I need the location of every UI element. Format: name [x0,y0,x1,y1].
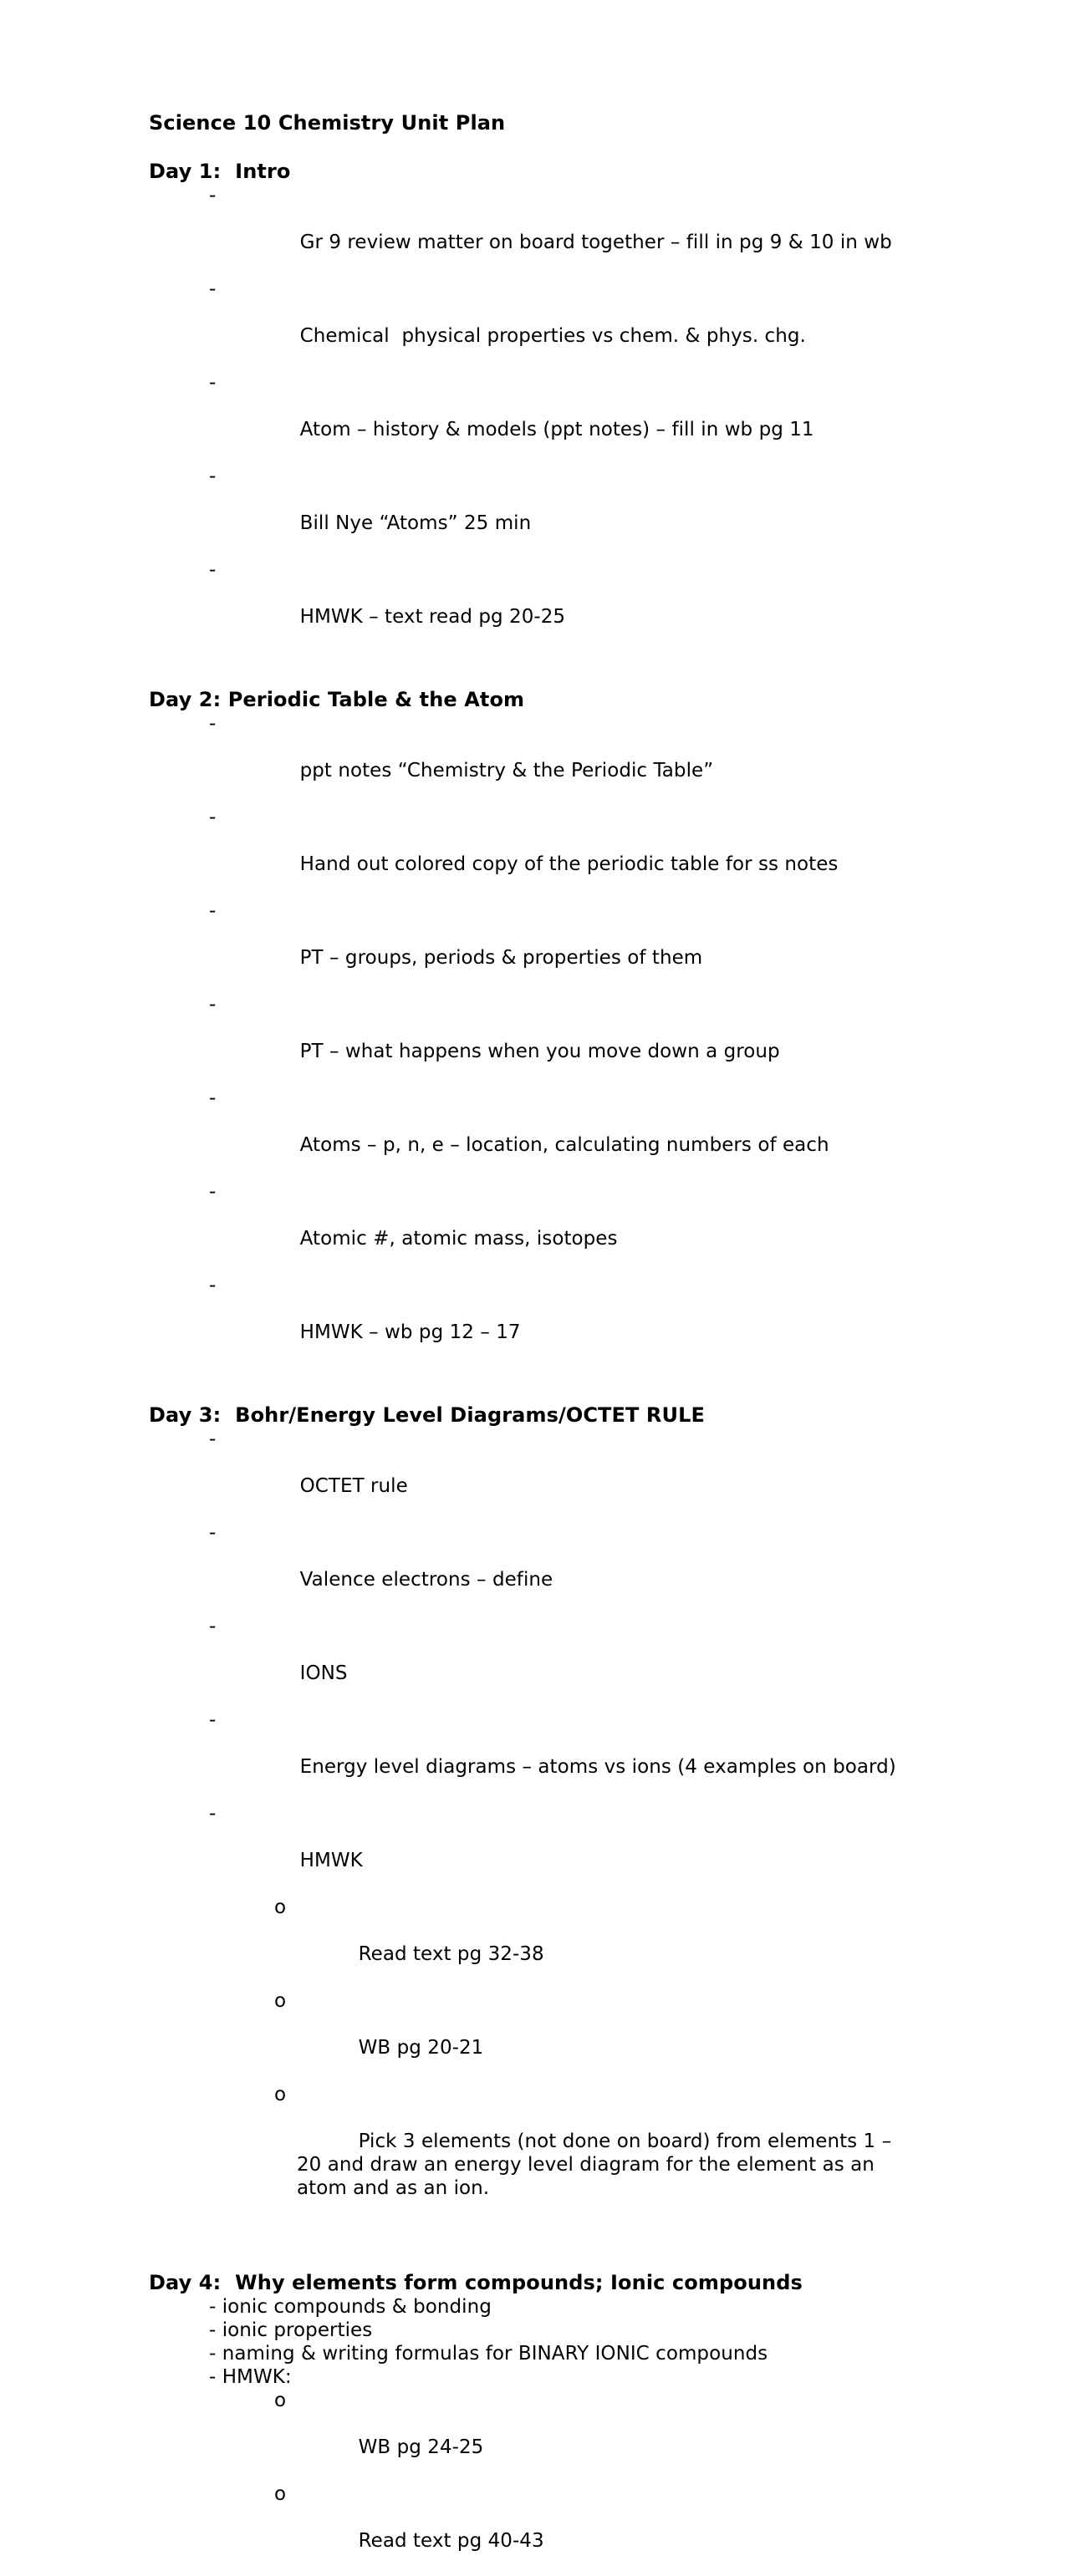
list-item: - ionic properties [209,2319,373,2341]
day-heading: Day 3: Bohr/Energy Level Diagrams/OCTET RULE [149,1403,705,1427]
spacer [149,675,918,687]
list-item-text: HMWK [299,1850,363,1871]
list-item [149,993,918,1087]
list-item-text: WB pg 20-21 [358,2037,484,2059]
day-4-sub-bullet-list [149,2389,918,2576]
day-section-3 [149,1403,918,2223]
list-item-text: Bill Nye “Atoms” 25 min [299,512,532,534]
spacer [149,2247,918,2270]
list-item [149,1989,918,2083]
dash-bullet-icon: - [209,1181,217,1203]
list-item-text: OCTET rule [299,1475,408,1497]
list-item [149,277,918,371]
day-4-bullet-list [149,2295,918,2389]
day-3-sub-bullet-list [149,1896,918,2223]
circle-bullet-icon: o [274,2084,287,2105]
list-item [149,1615,918,1708]
list-item-text: Energy level diagrams – atoms vs ions (4 examples on board) [299,1756,896,1778]
list-item-text: PT – what happens when you move down a group [299,1041,780,1062]
day-2-bullet-list [149,712,918,1367]
list-item-text: Read text pg 40-43 [358,2530,544,2552]
list-item [149,899,918,993]
spacer [149,1391,918,1403]
spacer [149,652,918,675]
list-item: - ionic compounds & bonding [209,2296,492,2318]
list-item [149,1180,918,1274]
circle-bullet-icon: o [274,1896,287,1918]
dash-bullet-icon: - [209,185,217,206]
spacer [149,135,918,159]
list-item-text: Read text pg 32-38 [358,1943,544,1965]
dash-bullet-icon: - [209,1522,217,1544]
list-item-text: Valence electrons – define [299,1569,553,1591]
list-item-text: Atom – history & models (ppt notes) – fill in wb pg 11 [299,419,814,440]
dash-bullet-icon: - [209,1616,217,1637]
document-body [149,110,918,2576]
list-item [149,806,918,899]
dash-bullet-icon: - [209,807,217,828]
dash-bullet-icon: - [209,994,217,1016]
day-3-bullet-list [149,1428,918,1896]
circle-bullet-icon: o [274,1990,287,2012]
list-item-text: WB pg 24-25 [358,2436,484,2458]
circle-bullet-icon: o [274,2390,287,2411]
list-item-text: IONS [299,1662,348,1684]
list-item [149,712,918,806]
day-heading: Day 1: Intro [149,160,291,183]
list-item: - naming & writing formulas for BINARY IONIC compounds [209,2343,768,2365]
circle-bullet-icon: o [274,2483,287,2505]
list-item [149,371,918,465]
list-item-text: HMWK – wb pg 12 – 17 [299,1321,521,1343]
day-heading: Day 4: Why elements form compounds; Ionic compounds [149,2271,803,2294]
spacer [149,1367,918,1391]
list-item [149,558,918,652]
list-item [149,1708,918,1802]
day-section-2 [149,687,918,1367]
list-item-text: Chemical physical properties vs chem. & phys. chg. [299,325,806,347]
list-item-text: Hand out colored copy of the periodic table for ss notes [299,853,839,875]
dash-bullet-icon: - [209,713,217,735]
list-item-text: HMWK – text read pg 20-25 [299,606,566,628]
list-item [149,1274,918,1367]
list-item [149,2083,918,2223]
dash-bullet-icon: - [209,559,217,581]
day-1-bullet-list [149,184,918,652]
list-item-text: Atoms – p, n, e – location, calculating numbers of each [299,1134,829,1156]
list-item [149,465,918,558]
list-item [149,2482,918,2576]
list-item-text: PT – groups, periods & properties of them [299,947,703,969]
list-item [149,1802,918,1896]
list-item [149,2389,918,2482]
list-item [149,184,918,277]
list-item [149,1896,918,1989]
day-section-4 [149,2270,918,2576]
dash-bullet-icon: - [209,1275,217,1296]
dash-bullet-icon: - [209,1803,217,1825]
list-item: - HMWK: [209,2366,292,2388]
page-title: Science 10 Chemistry Unit Plan [149,111,506,135]
list-item [149,1428,918,1521]
list-item [149,1087,918,1180]
spacer [149,2223,918,2247]
dash-bullet-icon: - [209,900,217,922]
day-heading: Day 2: Periodic Table & the Atom [149,688,525,711]
list-item-text: Pick 3 elements (not done on board) from elements 1 – 20 and draw an energy level diagram for the element as an atom and as an ion. [297,2131,898,2199]
list-item [149,1521,918,1615]
day-section-1 [149,159,918,652]
dash-bullet-icon: - [209,466,217,487]
dash-bullet-icon: - [209,1087,217,1109]
dash-bullet-icon: - [209,372,217,394]
dash-bullet-icon: - [209,1428,217,1450]
list-item-text: Gr 9 review matter on board together – fill in pg 9 & 10 in wb [299,232,892,253]
dash-bullet-icon: - [209,278,217,300]
list-item-text: Atomic #, atomic mass, isotopes [299,1228,618,1250]
list-item-text: ppt notes “Chemistry & the Periodic Table” [299,760,714,781]
dash-bullet-icon: - [209,1709,217,1731]
